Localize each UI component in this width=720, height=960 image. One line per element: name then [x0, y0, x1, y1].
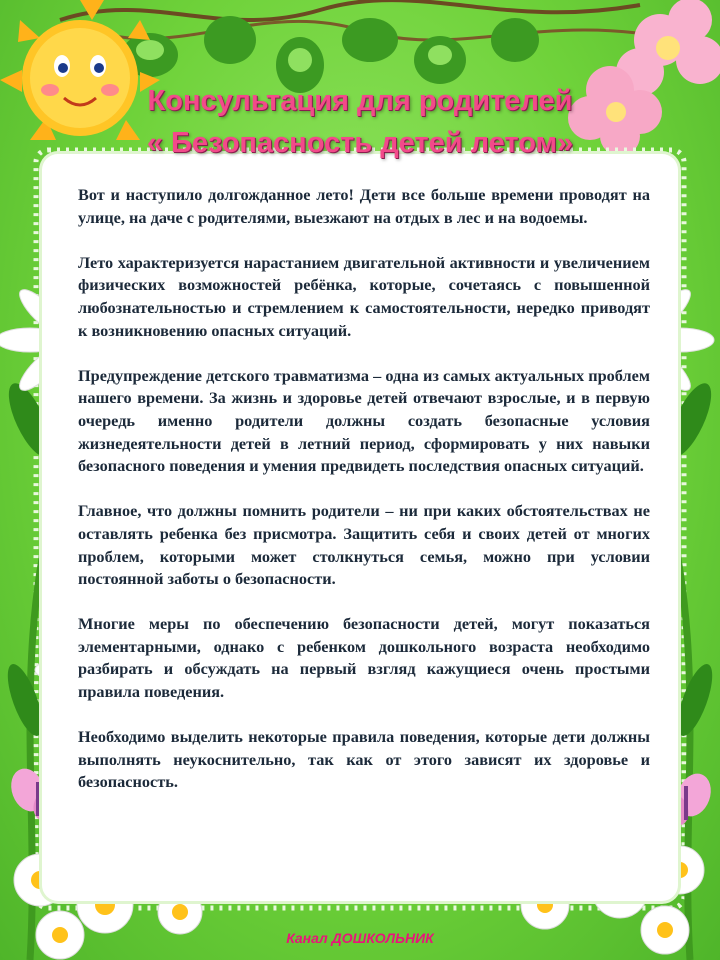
paragraph: Главное, что должны помнить родители – ни при каких обстоятельствах не оставлять ребенка без присмотра. Защитить себя и своих детей от многих проблем, которыми может столкнуться семья, можно при условии постоянной заботы о безопасности. [78, 501, 650, 589]
paragraph: Многие меры по обеспечению безопасности детей, могут показаться элементарными, однако с ребенком дошкольного возраста необходимо разбирать и обсуждать на первый взгляд кажущиеся очень простыми правила поведения. [78, 614, 650, 702]
paragraph: Необходимо выделить некоторые правила поведения, которые дети должны выполнять неукоснительно, так как от этого зависят их здоровье и безопасность. [78, 727, 650, 792]
page-title [60, 80, 660, 164]
title-line-2: « Безопасность детей летом» [146, 127, 574, 159]
paragraph: Вот и наступило долгожданное лето! Дети все больше времени проводят на улице, на даче с родителями, выезжают на отдых в лес и на водоемы. [78, 185, 650, 227]
title-line-1: Консультация для родителей [147, 85, 573, 117]
footer-caption: Канал ДОШКОЛЬНИК [286, 930, 434, 946]
paragraph: Лето характеризуется нарастанием двигательной активности и увеличением физических возможностей ребёнка, которые, сочетаясь с повышенной любознательностью и стремлением к самостоятельности, нередко приводят к возникновению опасных ситуаций. [78, 252, 650, 340]
paragraph: Предупреждение детского травматизма – одна из самых актуальных проблем нашего времени. За жизнь и здоровье детей отвечают взрослые, и в первую очередь именно родители должны создать безопасные условия жизнедеятельности детей в летний период, сформировать у них навыки безопасного поведения и умения предвидеть последствия опасных ситуаций. [78, 365, 650, 476]
article-body [78, 184, 650, 817]
